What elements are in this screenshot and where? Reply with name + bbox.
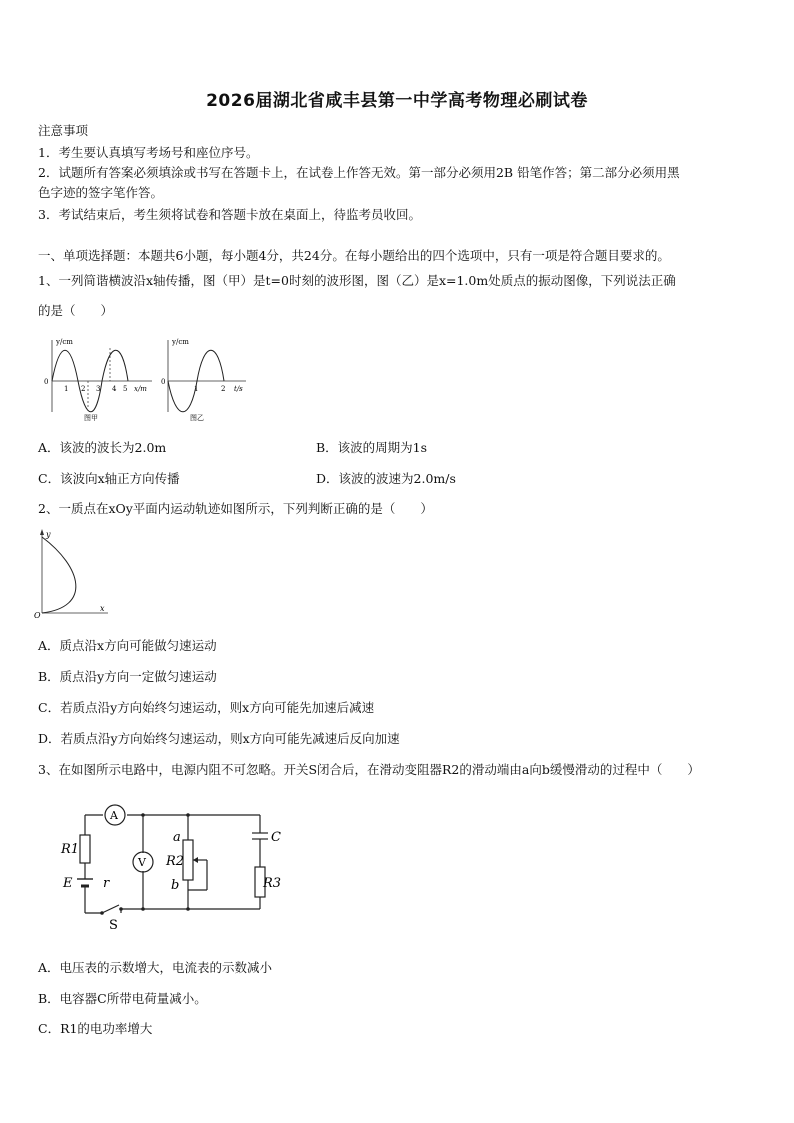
q3-option-b: B．电容器C所带电荷量减小。 (38, 991, 207, 1006)
q2-option-c: C．若质点沿y方向始终匀速运动，则x方向可能先加速后减速 (38, 700, 375, 715)
switch-contact (119, 907, 123, 911)
q2-stem: 2、一质点在xOy平面内运动轨迹如图所示，下列判断正确的是（ ） (38, 501, 433, 516)
q1-stem-cont: 的是（ ） (38, 303, 114, 318)
y-axis-label: y/cm (56, 338, 73, 346)
q2-figure (32, 527, 112, 619)
notice-item-1: 1．考生要认真填写考场号和座位序号。 (38, 145, 259, 160)
q1-option-c: C．该波向x轴正方向传播 (38, 471, 180, 486)
q1-option-a: A．该波的波长为2.0m (38, 440, 167, 455)
junction (186, 813, 190, 817)
junction (186, 907, 190, 911)
q1-stem: 1、一列简谐横波沿x轴传播，图（甲）是t=0时刻的波形图，图（乙）是x=1.0m处质点的振动图像，下列说法正确 (38, 273, 676, 288)
notice-heading: 注意事项 (38, 123, 89, 138)
figure-caption: 图甲 (84, 414, 98, 422)
q2-option-a: A．质点沿x方向可能做匀速运动 (38, 638, 217, 653)
r2-label: R2 (166, 854, 185, 869)
resistor-r2 (183, 840, 193, 880)
paper-title: 2026届湖北省咸丰县第一中学高考物理必刷试卷 (206, 91, 588, 111)
tick-label: 1 (64, 385, 69, 393)
internal-resistance-label: r (103, 876, 110, 891)
q1-figure-jia (40, 334, 160, 424)
voltmeter-label: V (138, 856, 146, 869)
x-axis-label: t/s (234, 385, 243, 393)
q1-option-d: D．该波的波速为2.0m/s (316, 471, 456, 486)
q2-option-d: D．若质点沿y方向始终匀速运动，则x方向可能先减速后反向加速 (38, 731, 400, 746)
slider-arrow (193, 857, 198, 863)
origin-label: 0 (161, 378, 166, 386)
q3-circuit-figure (55, 795, 290, 935)
origin-label: O (34, 611, 41, 619)
trajectory (42, 537, 76, 613)
x-axis-label: x (100, 604, 105, 613)
y-axis-label: y (46, 530, 51, 539)
q3-stem: 3、在如图所示电路中，电源内阻不可忽略。开关S闭合后，在滑动变阻器R2的滑动端由a向b缓慢滑动的过程中（ ） (38, 762, 700, 777)
notice-item-2-cont: 色字迹的签字笔作答。 (38, 185, 164, 200)
tick-label: 3 (96, 385, 101, 393)
emf-label: E (63, 876, 73, 891)
q2-option-b: B．质点沿y方向一定做匀速运动 (38, 669, 217, 684)
tick-label: 5 (123, 385, 128, 393)
terminal-b-label: b (171, 878, 180, 893)
r3-label: R3 (263, 876, 282, 891)
q1-figure-yi (160, 334, 255, 424)
tick-label: 1 (194, 385, 199, 393)
x-axis-label: x/m (134, 385, 147, 393)
section-heading: 一、单项选择题：本题共6小题，每小题4分，共24分。在每小题给出的四个选项中，只有一项是符合题目要求的。 (38, 248, 670, 263)
notice-item-2: 2．试题所有答案必须填涂或书写在答题卡上，在试卷上作答无效。第一部分必须用2B 铅笔作答；第二部分必须用黑 (38, 165, 680, 180)
tick-label: 2 (221, 385, 226, 393)
capacitor-label: C (271, 830, 281, 845)
q3-option-c: C．R1的电功率增大 (38, 1021, 153, 1036)
q3-option-a: A．电压表的示数增大，电流表的示数减小 (38, 960, 273, 975)
y-axis-arrow (40, 529, 44, 535)
origin-label: 0 (44, 378, 49, 386)
resistor-r1 (80, 835, 90, 863)
junction (141, 813, 145, 817)
notice-item-3: 3．考试结束后，考生须将试卷和答题卡放在桌面上，待监考员收回。 (38, 207, 421, 222)
y-axis-label: y/cm (172, 338, 189, 346)
tick-label: 2 (81, 385, 86, 393)
junction (141, 907, 145, 911)
r1-label: R1 (61, 842, 80, 857)
q1-option-b: B．该波的周期为1s (316, 440, 428, 455)
tick-label: 4 (112, 385, 117, 393)
ammeter-label: A (110, 809, 118, 822)
switch-blade (102, 905, 119, 913)
figure-caption: 图乙 (190, 414, 204, 422)
switch-contact (100, 911, 104, 915)
terminal-a-label: a (173, 830, 181, 845)
switch-label: S (109, 918, 118, 933)
